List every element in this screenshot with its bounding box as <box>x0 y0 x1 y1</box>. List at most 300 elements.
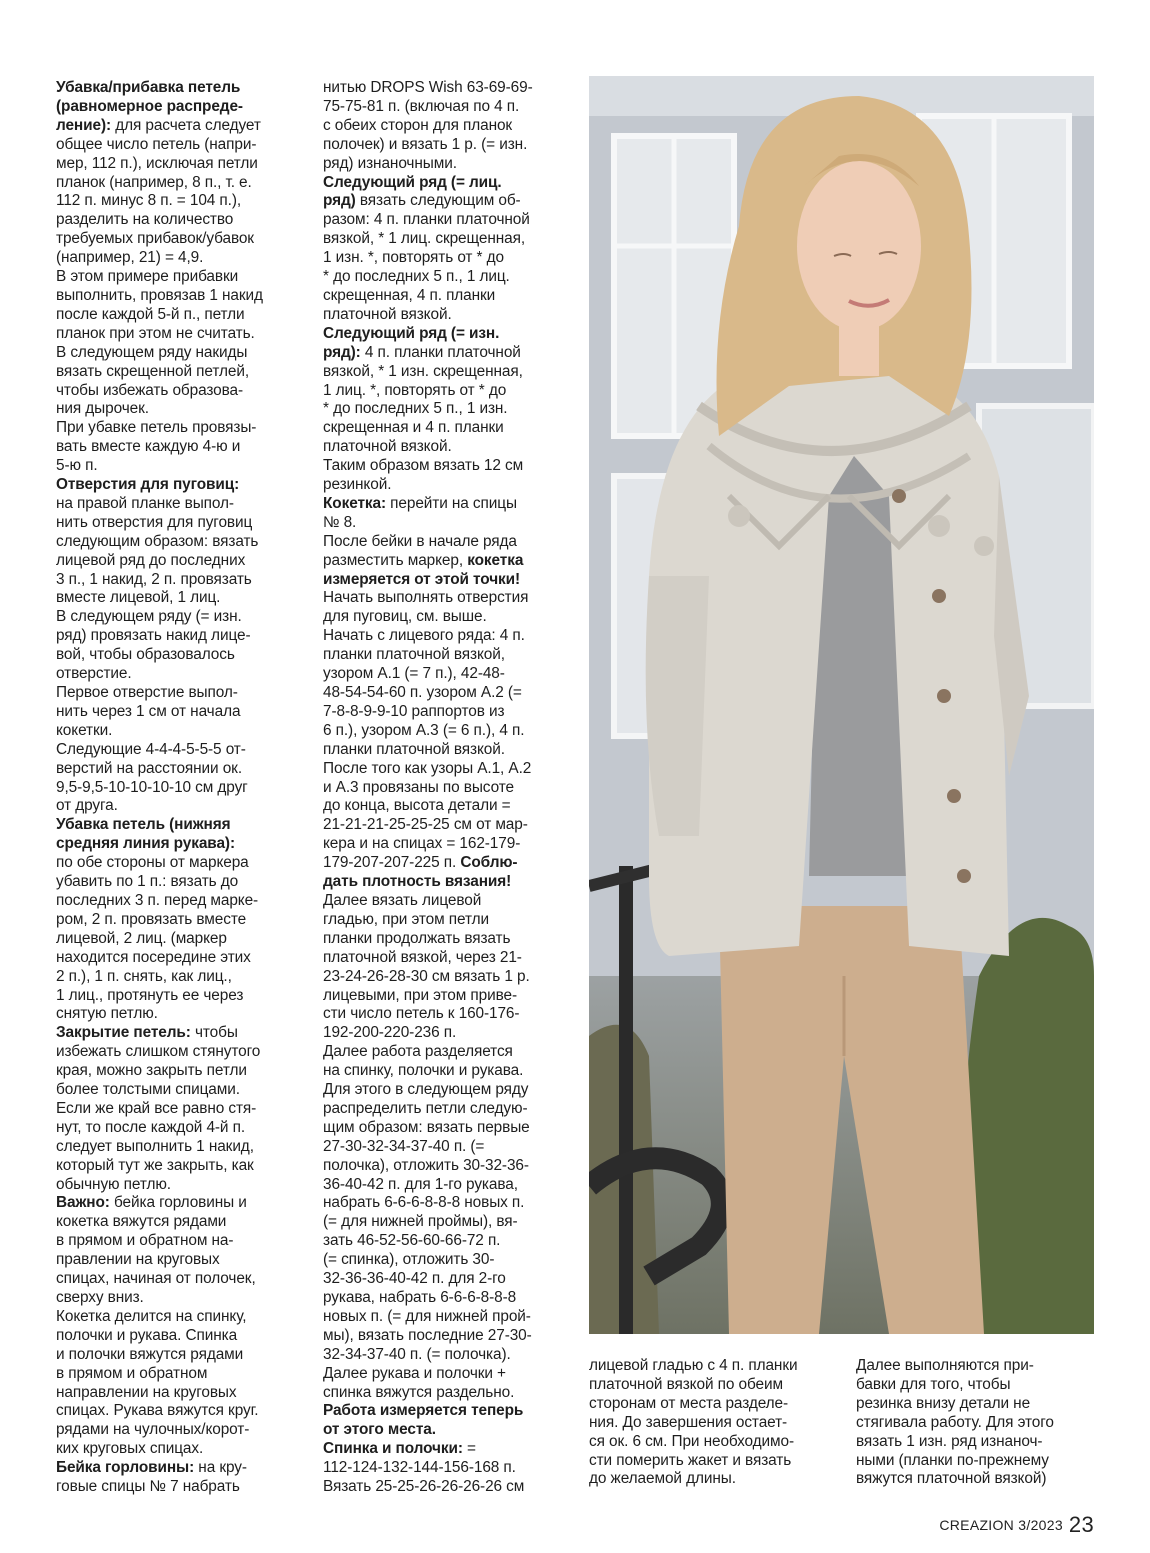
text-column-1 <box>56 79 302 1497</box>
text-run: стягивала работу. Для этого <box>856 1413 1054 1431</box>
text-line <box>323 1138 573 1157</box>
text-line <box>56 741 302 760</box>
text-run: Если же край все равно стя- <box>56 1099 257 1117</box>
text-run: разместить маркер, <box>323 551 468 569</box>
text-line <box>56 136 302 155</box>
text-line <box>323 1232 573 1251</box>
text-line <box>323 438 573 457</box>
text-line <box>323 249 573 268</box>
text-run: говые спицы № 7 набрать <box>56 1478 240 1496</box>
text-line <box>56 1119 302 1138</box>
text-run: ния. До завершения остает- <box>589 1413 788 1431</box>
text-column-2 <box>323 79 573 1497</box>
bold-run: ление): <box>56 116 112 134</box>
text-run: лицевой, 2 лиц. (маркер <box>56 929 227 947</box>
text-column-4 <box>856 1357 1096 1489</box>
text-line <box>323 835 573 854</box>
text-run: 48-54-54-60 п. узором А.2 (= <box>323 684 522 701</box>
text-run: ния дырочек. <box>56 400 149 418</box>
text-run: лицевыми, при этом приве- <box>323 986 518 1004</box>
text-line <box>56 514 302 533</box>
text-line <box>56 382 302 401</box>
text-line <box>323 722 573 741</box>
text-run: который тут же закрыть, как <box>56 1156 254 1174</box>
bold-run: Закрытие петель: <box>56 1024 191 1042</box>
text-line <box>56 1024 302 1043</box>
text-run: кокетка вяжутся рядами <box>56 1213 227 1231</box>
button-4 <box>947 789 961 803</box>
text-run: вязать скрещенной петлей, <box>56 362 249 380</box>
text-line <box>56 344 302 363</box>
text-run: в прямом и обратном на- <box>56 1232 234 1250</box>
text-line <box>56 911 302 930</box>
text-run: бавки для того, чтобы <box>856 1375 1011 1393</box>
text-line <box>56 1308 302 1327</box>
text-line <box>323 930 573 949</box>
text-run: нить отверстия для пуговиц <box>56 513 253 531</box>
text-run: отверстие. <box>56 665 132 683</box>
text-run: 5-ю п. <box>56 457 98 475</box>
text-run: следующим образом: вязать <box>56 532 259 550</box>
text-line <box>56 1365 302 1384</box>
text-run: до конца, высота детали = <box>323 797 511 815</box>
text-run: Кокетка делится на спинку, <box>56 1307 247 1325</box>
text-run: и А.3 провязаны по высоте <box>323 778 514 796</box>
text-run: полочек) и вязать 1 р. (= изн. <box>323 135 528 153</box>
text-run: вязкой, * 1 лиц. скрещенная, <box>323 230 526 248</box>
bold-run: Убавка/прибавка петель <box>56 79 241 96</box>
neck <box>839 316 879 376</box>
text-run: спинка вяжутся раздельно. <box>323 1383 515 1401</box>
text-line <box>589 1433 831 1452</box>
bold-run: Бейка горловины: <box>56 1459 195 1477</box>
text-line <box>323 1402 573 1421</box>
text-line <box>323 646 573 665</box>
text-line <box>589 1376 831 1395</box>
text-line <box>323 117 573 136</box>
text-run: верстий на расстоянии ок. <box>56 759 242 777</box>
text-run: более толстыми спицами. <box>56 1081 240 1099</box>
text-run: ся ок. 6 см. При необходимо- <box>589 1432 795 1450</box>
text-line <box>323 1024 573 1043</box>
text-line <box>56 457 302 476</box>
text-line <box>56 816 302 835</box>
bold-run: ряд): <box>323 343 361 361</box>
text-run: вязать следующим об- <box>355 192 521 210</box>
text-line <box>323 1119 573 1138</box>
text-line <box>56 1346 302 1365</box>
text-line <box>323 760 573 779</box>
text-run: 7-8-8-9-9-10 раппортов из <box>323 702 505 720</box>
text-run: (например, 21) = 4,9. <box>56 249 204 267</box>
text-line <box>56 1081 302 1100</box>
text-line <box>56 79 302 98</box>
button-5 <box>957 869 971 883</box>
text-run: планки платочной вязкой. <box>323 740 505 758</box>
text-run: нитью DROPS Wish 63-69-69- <box>323 79 533 96</box>
text-line <box>56 627 302 646</box>
text-line <box>56 1327 302 1346</box>
text-run: Далее вязать лицевой <box>323 891 482 909</box>
text-line <box>323 1100 573 1119</box>
text-line <box>323 1213 573 1232</box>
text-line <box>323 949 573 968</box>
text-run: Первое отверстие выпол- <box>56 684 238 701</box>
text-run: планок при этом не считать. <box>56 324 255 342</box>
text-run: ром, 2 п. провязать вместе <box>56 910 247 928</box>
bold-run: дать плотность вязания! <box>323 873 512 891</box>
text-run: В следующем ряду накиды <box>56 343 248 361</box>
button-3 <box>937 689 951 703</box>
text-line <box>856 1395 1096 1414</box>
photo-illustration <box>589 76 1094 1334</box>
trousers <box>719 906 984 1334</box>
text-line <box>323 1459 573 1478</box>
text-line <box>56 117 302 136</box>
bold-run: Соблю- <box>460 854 518 872</box>
text-line <box>56 400 302 419</box>
text-run: вязкой, * 1 изн. скрещенная, <box>323 362 523 380</box>
text-line <box>323 1421 573 1440</box>
text-line <box>856 1452 1096 1471</box>
text-run: бейка горловины и <box>109 1194 247 1212</box>
text-run: последних 3 п. перед марке- <box>56 891 259 909</box>
text-line <box>56 325 302 344</box>
text-line <box>856 1357 1096 1376</box>
text-run: 4 п. планки платочной <box>360 343 521 361</box>
bold-run: от этого места. <box>323 1421 436 1439</box>
text-run: 1 лиц. *, повторять от * до <box>323 381 507 399</box>
text-run: на спинку, полочки и рукава. <box>323 1062 524 1080</box>
text-run: кокетки. <box>56 721 113 739</box>
text-run: щим образом: вязать первые <box>323 1118 530 1136</box>
bold-run: Следующий ряд (= изн. <box>323 324 500 342</box>
text-line <box>56 760 302 779</box>
text-run: находится посередине этих <box>56 948 251 966</box>
text-line <box>56 1402 302 1421</box>
text-run: В следующем ряду (= изн. <box>56 608 242 626</box>
text-line <box>323 1308 573 1327</box>
text-line <box>56 268 302 287</box>
text-line <box>323 419 573 438</box>
text-run: лицевой ряд до последних <box>56 551 246 569</box>
text-line <box>56 495 302 514</box>
text-run: После бейки в начале ряда <box>323 532 517 550</box>
text-line <box>323 192 573 211</box>
text-run: * до последних 5 п., 1 изн. <box>323 400 508 418</box>
text-line <box>589 1470 831 1489</box>
text-line <box>323 79 573 98</box>
text-run: 23-24-26-28-30 см вязать 1 р. <box>323 967 530 985</box>
bold-run: средняя линия рукава): <box>56 835 235 853</box>
text-run: избежать слишком стянутого <box>56 1043 261 1061</box>
text-run: Вязать 25-25-26-26-26-26 см <box>323 1478 525 1496</box>
text-run: (= для нижней проймы), вя- <box>323 1213 518 1231</box>
text-line <box>323 1289 573 1308</box>
text-run: для расчета следует <box>111 116 261 134</box>
text-run: распределить петли следую- <box>323 1099 528 1117</box>
text-line <box>323 627 573 646</box>
text-run: 9,5-9,5-10-10-10-10 см друг <box>56 778 248 796</box>
text-run: сти померить жакет и вязать <box>589 1451 792 1469</box>
magazine-issue: CREAZION 3/2023 <box>939 1517 1063 1533</box>
text-run: до желаемой длины. <box>589 1470 736 1488</box>
text-line <box>323 1365 573 1384</box>
text-line <box>323 1384 573 1403</box>
text-run: рядами на чулочных/корот- <box>56 1421 250 1439</box>
text-run: рукава, набрать 6-6-6-8-8-8 <box>323 1289 517 1306</box>
text-run: разом: 4 п. планки платочной <box>323 211 530 229</box>
text-line <box>56 1176 302 1195</box>
text-line <box>56 1194 302 1213</box>
text-run: и полочки вяжутся рядами <box>56 1345 244 1363</box>
text-line <box>323 533 573 552</box>
text-run: 192-200-220-236 п. <box>323 1024 457 1042</box>
text-line <box>323 1194 573 1213</box>
text-run: Далее рукава и полочки + <box>323 1364 506 1382</box>
text-line <box>56 703 302 722</box>
text-run: после каждой 5-й п., петли <box>56 305 245 323</box>
bold-run: Спинка и полочки: <box>323 1440 463 1458</box>
text-line <box>56 722 302 741</box>
text-line <box>56 1138 302 1157</box>
text-run: После того как узоры А.1, А.2 <box>323 759 532 777</box>
text-run: резинка внизу детали не <box>856 1394 1031 1412</box>
text-line <box>323 1005 573 1024</box>
button-1 <box>892 489 906 503</box>
text-line <box>323 1270 573 1289</box>
text-run: чтобы избежать образова- <box>56 381 244 399</box>
text-run: № 8. <box>323 513 357 531</box>
text-line <box>56 1043 302 1062</box>
text-run: обычную петлю. <box>56 1175 171 1193</box>
text-run: гладью, при этом петли <box>323 910 489 928</box>
text-line <box>323 665 573 684</box>
text-line <box>56 192 302 211</box>
text-line <box>323 230 573 249</box>
text-line <box>323 589 573 608</box>
text-line <box>56 249 302 268</box>
text-line <box>56 1421 302 1440</box>
text-line <box>56 1157 302 1176</box>
bold-run: (равномерное распреде- <box>56 97 243 115</box>
text-line <box>323 1062 573 1081</box>
text-run: платочной вязкой. <box>323 305 452 323</box>
text-line <box>323 514 573 533</box>
text-line <box>323 797 573 816</box>
text-line <box>56 174 302 193</box>
text-run: полочки и рукава. Спинка <box>56 1326 238 1344</box>
text-line <box>323 1478 573 1497</box>
text-line <box>323 287 573 306</box>
text-line <box>323 571 573 590</box>
text-line <box>56 589 302 608</box>
text-run: лицевой гладью с 4 п. планки <box>589 1357 798 1374</box>
text-run: мы), вязать последние 27-30- <box>323 1326 532 1344</box>
text-line <box>56 1440 302 1459</box>
text-line <box>323 987 573 1006</box>
text-line <box>56 1478 302 1497</box>
text-line <box>56 552 302 571</box>
text-run: 6 п.), узором А.3 (= 6 п.), 4 п. <box>323 721 525 739</box>
text-run: чтобы <box>190 1024 238 1042</box>
text-line <box>323 816 573 835</box>
bold-run: Работа измеряется теперь <box>323 1402 524 1420</box>
text-run: 3 п., 1 накид, 2 п. провязать <box>56 570 252 588</box>
text-run: Следующие 4-4-4-5-5-5 от- <box>56 740 246 758</box>
text-run: снятую петлю. <box>56 1005 158 1023</box>
text-line <box>56 1213 302 1232</box>
text-run: планки продолжать вязать <box>323 929 511 947</box>
text-line <box>56 987 302 1006</box>
text-line <box>323 1327 573 1346</box>
bold-run: ряд) <box>323 192 356 210</box>
text-run: по обе стороны от маркера <box>56 854 249 872</box>
text-line <box>56 363 302 382</box>
text-line <box>56 608 302 627</box>
text-run: убавить по 1 п.: вязать до <box>56 873 239 891</box>
text-line <box>56 571 302 590</box>
text-run: спицах. Рукава вяжутся круг. <box>56 1402 259 1420</box>
text-run: вой, чтобы образовалось <box>56 646 235 664</box>
text-run: для пуговиц, см. выше. <box>323 608 487 626</box>
text-line <box>589 1452 831 1471</box>
text-run: правлении на круговых <box>56 1251 220 1269</box>
text-run: платочной вязкой, через 21- <box>323 948 522 966</box>
text-line <box>56 1100 302 1119</box>
text-line <box>323 1440 573 1459</box>
text-line <box>323 608 573 627</box>
text-line <box>56 892 302 911</box>
text-run: 32-34-37-40 п. (= полочка). <box>323 1345 511 1363</box>
text-line <box>323 854 573 873</box>
text-run: Для этого в следующем ряду <box>323 1081 529 1099</box>
button-2 <box>932 589 946 603</box>
text-run: ными (планки по-прежнему <box>856 1451 1049 1469</box>
text-line <box>56 1459 302 1478</box>
text-line <box>56 438 302 457</box>
bush-right <box>961 918 1094 1334</box>
text-line <box>323 741 573 760</box>
text-run: (= спинка), отложить 30- <box>323 1251 495 1269</box>
text-line <box>323 476 573 495</box>
text-line <box>56 230 302 249</box>
text-line <box>323 306 573 325</box>
text-line <box>56 854 302 873</box>
text-run: нить через 1 см от начала <box>56 702 241 720</box>
text-run: спицах, начиная от полочек, <box>56 1270 256 1288</box>
text-run: вместе лицевой, 1 лиц. <box>56 589 221 607</box>
text-run: требуемых прибавок/убавок <box>56 230 254 248</box>
text-line <box>323 1176 573 1195</box>
text-run: планки платочной вязкой, <box>323 646 505 664</box>
text-run: набрать 6-6-6-8-8-8 новых п. <box>323 1194 525 1212</box>
text-line <box>56 155 302 174</box>
text-run: выполнить, провязав 1 накид <box>56 286 263 304</box>
text-run: сти число петель к 160-176- <box>323 1005 520 1023</box>
text-run: узором А.1 (= 7 п.), 42-48- <box>323 665 505 683</box>
text-line <box>56 797 302 816</box>
text-run: 32-36-36-40-42 п. для 2-го <box>323 1270 506 1288</box>
text-line <box>323 325 573 344</box>
text-run: ряд) изнаночными. <box>323 154 457 172</box>
text-run: 1 изн. *, повторять от * до <box>323 249 504 267</box>
text-run: нут, то после каждой 4-й п. <box>56 1118 246 1136</box>
text-run: 2 п.), 1 п. снять, как лиц., <box>56 967 232 985</box>
text-run: от друга. <box>56 797 118 815</box>
text-run: Далее выполняются при- <box>856 1357 1034 1374</box>
text-run: мер, 112 п.), исключая петли <box>56 154 258 172</box>
text-line <box>56 211 302 230</box>
text-line <box>323 1346 573 1365</box>
page-footer <box>939 1510 1094 1536</box>
text-line <box>323 268 573 287</box>
text-run: ких круговых спицах. <box>56 1440 204 1458</box>
text-line <box>56 533 302 552</box>
text-line <box>56 1232 302 1251</box>
text-line <box>56 1005 302 1024</box>
text-run: резинкой. <box>323 476 392 494</box>
text-run: * до последних 5 п., 1 лиц. <box>323 268 510 286</box>
text-line <box>856 1376 1096 1395</box>
text-run: в прямом и обратном <box>56 1364 208 1382</box>
text-run: края, можно закрыть петли <box>56 1062 247 1080</box>
text-run: новых п. (= для нижней прой- <box>323 1307 531 1325</box>
text-line <box>323 968 573 987</box>
text-line <box>323 344 573 363</box>
text-line <box>56 873 302 892</box>
text-run: следует выполнить 1 накид, <box>56 1137 254 1155</box>
model-photo <box>589 76 1094 1334</box>
text-run: платочной вязкой по обеим <box>589 1375 783 1393</box>
text-line <box>323 779 573 798</box>
text-run: Начать с лицевого ряда: 4 п. <box>323 627 525 645</box>
text-line <box>56 1384 302 1403</box>
text-run: При убавке петель провязы- <box>56 419 257 437</box>
text-line <box>56 1270 302 1289</box>
text-line <box>323 174 573 193</box>
text-run: Таким образом вязать 12 см <box>323 457 524 475</box>
text-run: кера и на спицах = 162-179- <box>323 835 521 853</box>
bold-run: Отверстия для пуговиц: <box>56 476 240 494</box>
text-line <box>323 457 573 476</box>
text-run: вязать 1 изн. ряд изнаноч- <box>856 1432 1043 1450</box>
text-run: сверху вниз. <box>56 1289 144 1306</box>
text-line <box>56 1062 302 1081</box>
text-line <box>56 419 302 438</box>
text-run: перейти на спицы <box>385 494 517 512</box>
text-run: на правой планке выпол- <box>56 494 234 512</box>
text-run: зать 46-52-56-60-66-72 п. <box>323 1232 501 1250</box>
text-run: планок (например, 8 п., т. е. <box>56 173 252 191</box>
text-line <box>56 306 302 325</box>
text-run: Далее работа разделяется <box>323 1043 513 1061</box>
text-run: 112-124-132-144-156-168 п. <box>323 1459 516 1477</box>
text-line <box>856 1470 1096 1489</box>
bold-run: Следующий ряд (= лиц. <box>323 173 502 191</box>
text-run: 112 п. минус 8 п. = 104 п.), <box>56 192 242 210</box>
text-run: с обеих сторон для планок <box>323 116 513 134</box>
text-line <box>56 1251 302 1270</box>
text-line <box>323 703 573 722</box>
text-line <box>323 1043 573 1062</box>
text-column-3 <box>589 1357 831 1489</box>
text-line <box>56 930 302 949</box>
text-line <box>56 949 302 968</box>
railing-post <box>619 866 633 1334</box>
text-run: полочка), отложить 30-32-36- <box>323 1156 529 1174</box>
text-run: платочной вязкой. <box>323 438 452 456</box>
